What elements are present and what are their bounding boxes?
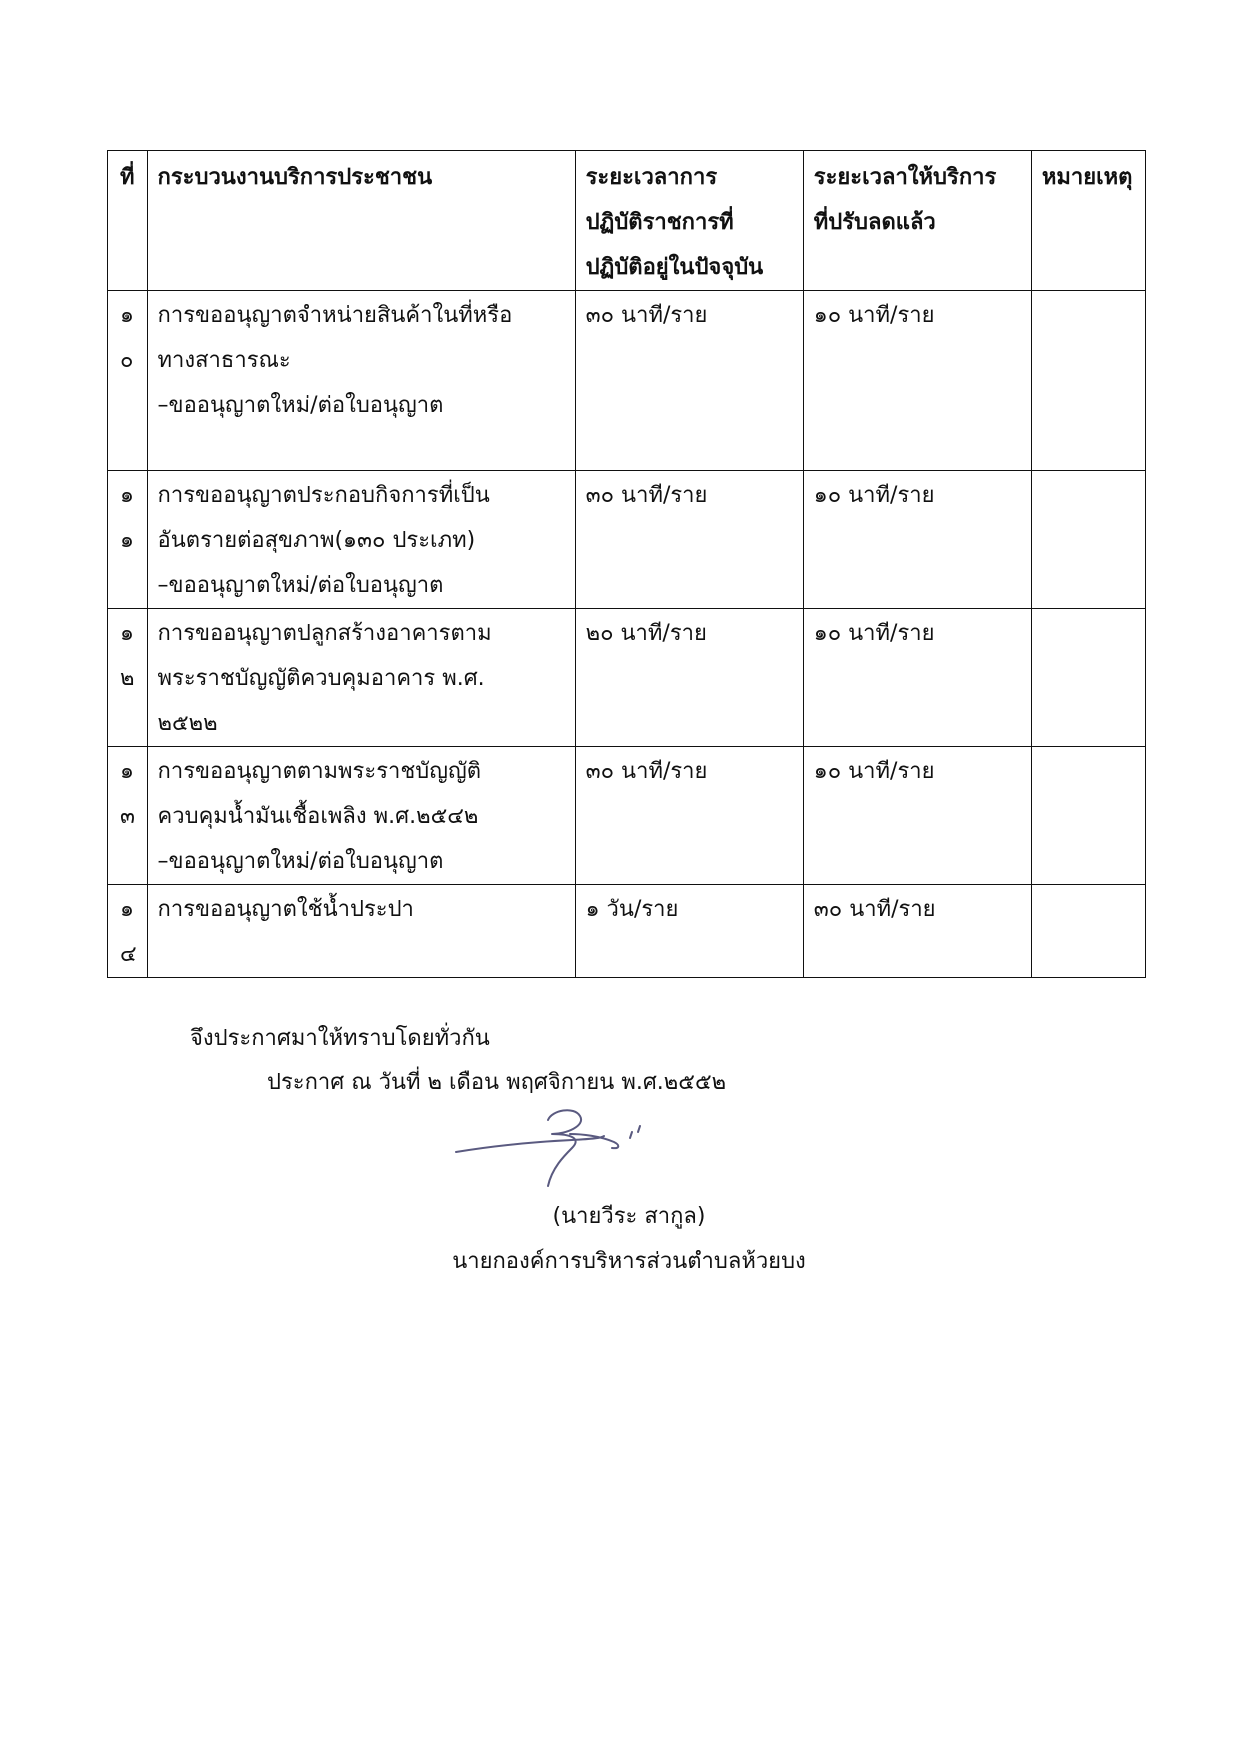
row-process: การขออนุญาตใช้น้ำประปา bbox=[147, 885, 575, 978]
row-reduced-time: ๑๐ นาที/ราย bbox=[803, 471, 1031, 609]
row-remarks bbox=[1031, 747, 1145, 885]
row-remarks bbox=[1031, 471, 1145, 609]
row-remarks bbox=[1031, 291, 1145, 471]
signature-stroke bbox=[638, 1126, 640, 1132]
announcement-date: ประกาศ ณ วันที่ ๒ เดือน พฤศจิกายน พ.ศ.๒๕๕๒ bbox=[267, 1070, 727, 1095]
row-reduced-time: ๓๐ นาที/ราย bbox=[803, 885, 1031, 978]
signature-stroke bbox=[548, 1110, 581, 1186]
table-row bbox=[108, 471, 1146, 609]
row-process: การขออนุญาตจำหน่ายสินค้าในที่หรือ ทางสาธารณะ –ขออนุญาตใหม่/ต่อใบอนุญาต bbox=[147, 291, 575, 471]
header-current-time: ระยะเวลาการ ปฏิบัติราชการที่ ปฏิบัติอยู่ในปัจจุบัน bbox=[575, 151, 803, 291]
row-reduced-time: ๑๐ นาที/ราย bbox=[803, 747, 1031, 885]
row-reduced-time: ๑๐ นาที/ราย bbox=[803, 609, 1031, 747]
signer-name: (นายวีระ สากูล) bbox=[552, 1204, 706, 1229]
signature-stroke bbox=[570, 1134, 618, 1148]
signature-image bbox=[452, 1108, 682, 1198]
row-remarks bbox=[1031, 609, 1145, 747]
announcement-text: จึงประกาศมาให้ทราบโดยทั่วกัน bbox=[190, 1026, 490, 1051]
row-current-time: ๓๐ นาที/ราย bbox=[575, 747, 803, 885]
signer-title: นายกองค์การบริหารส่วนตำบลห้วยบง bbox=[452, 1249, 806, 1274]
table-row bbox=[108, 609, 1146, 747]
row-current-time: ๓๐ นาที/ราย bbox=[575, 291, 803, 471]
row-reduced-time: ๑๐ นาที/ราย bbox=[803, 291, 1031, 471]
row-number: ๑๐ bbox=[108, 291, 148, 471]
table-row bbox=[108, 747, 1146, 885]
header-process: กระบวนงานบริการประชาชน bbox=[147, 151, 575, 291]
row-number: ๑๔ bbox=[108, 885, 148, 978]
row-current-time: ๒๐ นาที/ราย bbox=[575, 609, 803, 747]
row-current-time: ๓๐ นาที/ราย bbox=[575, 471, 803, 609]
row-number: ๑๒ bbox=[108, 609, 148, 747]
row-number: ๑๑ bbox=[108, 471, 148, 609]
header-no: ที่ bbox=[108, 151, 148, 291]
row-process: การขออนุญาตประกอบกิจการที่เป็น อันตรายต่อสุขภาพ(๑๓๐ ประเภท) –ขออนุญาตใหม่/ต่อใบอนุญาต bbox=[147, 471, 575, 609]
row-current-time: ๑ วัน/ราย bbox=[575, 885, 803, 978]
table-header-row bbox=[108, 151, 1146, 291]
signature-stroke bbox=[630, 1132, 632, 1138]
table-row bbox=[108, 885, 1146, 978]
table-row bbox=[108, 291, 1146, 471]
header-reduced-time: ระยะเวลาให้บริการ ที่ปรับลดแล้ว bbox=[803, 151, 1031, 291]
row-process: การขออนุญาตปลูกสร้างอาคารตาม พระราชบัญญัติควบคุมอาคาร พ.ศ. ๒๕๒๒ bbox=[147, 609, 575, 747]
row-process: การขออนุญาตตามพระราชบัญญัติ ควบคุมน้ำมันเชื้อเพลิง พ.ศ.๒๕๔๒ –ขออนุญาตใหม่/ต่อใบอนุญาต bbox=[147, 747, 575, 885]
row-number: ๑๓ bbox=[108, 747, 148, 885]
service-time-table bbox=[107, 150, 1146, 978]
row-remarks bbox=[1031, 885, 1145, 978]
header-remarks: หมายเหตุ bbox=[1031, 151, 1145, 291]
signature-stroke bbox=[456, 1136, 604, 1152]
